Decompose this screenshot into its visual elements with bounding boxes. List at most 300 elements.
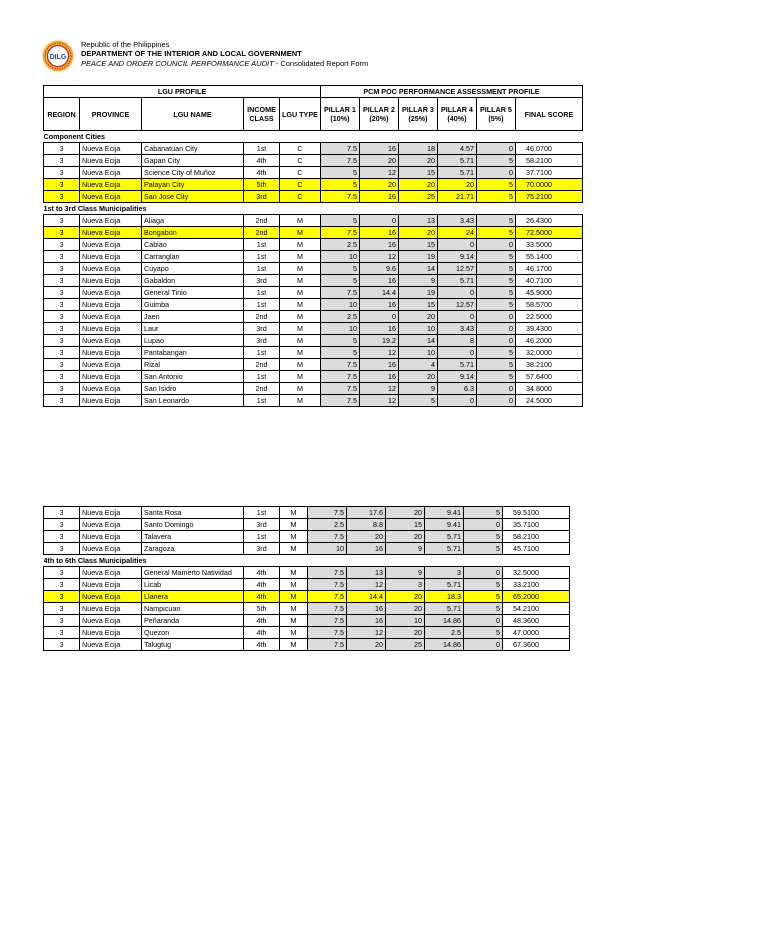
region-cell: 3: [44, 639, 80, 651]
lgu-type-cell: M: [280, 323, 321, 335]
income-class-cell: 3rd: [244, 543, 280, 555]
pillar1-cell: 5: [320, 167, 359, 179]
table-row: [44, 311, 583, 323]
final-score-cell: 32.5000: [503, 567, 570, 579]
province-cell: Nueva Ecija: [80, 275, 142, 287]
pillar3-cell: 4: [398, 359, 437, 371]
lgu-type-cell: M: [280, 251, 321, 263]
pillar5-cell: 5: [476, 179, 515, 191]
final-score-cell: 32.0000: [515, 347, 582, 359]
province-cell: Nueva Ecija: [80, 167, 142, 179]
province-cell: Nueva Ecija: [80, 507, 142, 519]
pillar4-cell: 0: [437, 311, 476, 323]
lgu-name-cell: San Isidro: [142, 383, 244, 395]
final-score-cell: 40.7100: [515, 275, 582, 287]
pillar4-cell: 5.71: [425, 579, 464, 591]
region-cell: 3: [44, 543, 80, 555]
lgu-name-cell: Nampicuan: [142, 603, 244, 615]
lgu-type-cell: M: [280, 615, 308, 627]
pillar5-cell: 0: [464, 567, 503, 579]
pillar3-cell: 9: [386, 543, 425, 555]
pillar3-cell: 20: [386, 627, 425, 639]
table-row: [44, 371, 583, 383]
lgu-name-cell: Guimba: [142, 299, 244, 311]
pillar4-cell: 3.43: [437, 323, 476, 335]
pillar3-cell: 15: [398, 299, 437, 311]
table-row: [44, 179, 583, 191]
pillar4-cell: 0: [437, 287, 476, 299]
lgu-type-cell: M: [280, 579, 308, 591]
lgu-name-cell: Aliaga: [142, 215, 244, 227]
final-score-cell: 48.3600: [503, 615, 570, 627]
income-class-cell: 3rd: [244, 335, 280, 347]
table-row: [44, 251, 583, 263]
pillar4-cell: 21.71: [437, 191, 476, 203]
table-row: [44, 155, 583, 167]
pillar1-cell: 10: [308, 543, 347, 555]
income-class-cell: 4th: [244, 579, 280, 591]
pillar5-cell: 5: [464, 531, 503, 543]
table-row: [44, 359, 583, 371]
dilg-seal-icon: [42, 40, 74, 72]
lgu-name-cell: Science City of Muñoz: [142, 167, 244, 179]
lgu-name-cell: Cuyapo: [142, 263, 244, 275]
final-score-cell: 59.5100: [503, 507, 570, 519]
province-cell: Nueva Ecija: [80, 627, 142, 639]
pillar3-cell: 18: [398, 143, 437, 155]
pillar2-cell: 12: [359, 167, 398, 179]
province-cell: Nueva Ecija: [80, 567, 142, 579]
table-row: [44, 567, 570, 579]
region-cell: 3: [44, 311, 80, 323]
lgu-type-cell: M: [280, 507, 308, 519]
pillar4-cell: 14.86: [425, 639, 464, 651]
pillar3-cell: 20: [398, 311, 437, 323]
lgu-name-cell: Cabanatuan City: [142, 143, 244, 155]
table-row: [44, 239, 583, 251]
lgu-name-cell: Palayan City: [142, 179, 244, 191]
final-score-cell: 58.5700: [515, 299, 582, 311]
lgu-name-cell: Zaragoza: [142, 543, 244, 555]
pillar4-cell: 5.71: [437, 167, 476, 179]
pillar2-cell: 20: [347, 639, 386, 651]
pillar4-cell: 5.71: [437, 359, 476, 371]
lgu-type-cell: C: [280, 155, 321, 167]
income-class-cell: 1st: [244, 263, 280, 275]
income-class-cell: 4th: [244, 639, 280, 651]
province-cell: Nueva Ecija: [80, 579, 142, 591]
pillar1-cell: 7.5: [320, 371, 359, 383]
pillar2-cell: 13: [347, 567, 386, 579]
pillar3-cell: 19: [398, 287, 437, 299]
income-class-cell: 4th: [244, 615, 280, 627]
lgu-type-cell: M: [280, 591, 308, 603]
region-cell: 3: [44, 507, 80, 519]
department-line: DEPARTMENT OF THE INTERIOR AND LOCAL GOVERNMENT: [81, 49, 302, 59]
pillar1-cell: 7.5: [308, 531, 347, 543]
section-label: Component Cities: [44, 131, 583, 143]
province-cell: Nueva Ecija: [80, 371, 142, 383]
pillar2-cell: 16: [359, 299, 398, 311]
pillar3-cell: 9: [398, 275, 437, 287]
income-class-cell: 1st: [244, 143, 280, 155]
pillar2-cell: 12: [347, 627, 386, 639]
pillar4-cell: 0: [437, 239, 476, 251]
lgu-name-cell: Jaen: [142, 311, 244, 323]
pillar5-cell: 0: [464, 639, 503, 651]
region-cell: 3: [44, 531, 80, 543]
province-header: PROVINCE: [80, 98, 142, 131]
pillar5-cell: 5: [476, 155, 515, 167]
pillar4-cell: 14.86: [425, 615, 464, 627]
pillar3-cell: 15: [386, 519, 425, 531]
table-row: [44, 507, 570, 519]
section-row: [44, 555, 570, 567]
pillar5-cell: 5: [476, 299, 515, 311]
final-score-cell: 38.2100: [515, 359, 582, 371]
region-cell: 3: [44, 251, 80, 263]
pillar1-cell: 5: [320, 347, 359, 359]
pillar1-cell: 7.5: [308, 579, 347, 591]
pillar2-cell: 20: [359, 155, 398, 167]
region-header: REGION: [44, 98, 80, 131]
pillar5-cell: 5: [476, 215, 515, 227]
pillar4-cell: 4.57: [437, 143, 476, 155]
lgu-name-cell: Cabiao: [142, 239, 244, 251]
final-score-cell: 35.7100: [503, 519, 570, 531]
pillar4-cell: 12.57: [437, 299, 476, 311]
province-cell: Nueva Ecija: [80, 179, 142, 191]
income-class-cell: 1st: [244, 299, 280, 311]
final-score-cell: 54.2100: [503, 603, 570, 615]
pillar5-cell: 0: [476, 143, 515, 155]
province-cell: Nueva Ecija: [80, 603, 142, 615]
section-row: [44, 203, 583, 215]
pillar2-cell: 0: [359, 215, 398, 227]
lgu-name-cell: Santa Rosa: [142, 507, 244, 519]
pillar2-cell: 16: [347, 615, 386, 627]
lgu-type-cell: M: [280, 371, 321, 383]
pillar4-cell: 0: [437, 347, 476, 359]
pillar1-cell: 7.5: [308, 567, 347, 579]
report-table-page-1: [43, 85, 583, 407]
pillar1-cell: 7.5: [320, 191, 359, 203]
lgu-type-cell: M: [280, 263, 321, 275]
final-score-cell: 46.0700: [515, 143, 582, 155]
region-cell: 3: [44, 263, 80, 275]
pillar4-header: PILLAR 4 (40%): [437, 98, 476, 131]
pillar5-cell: 5: [464, 603, 503, 615]
lgu-name-cell: San Jose City: [142, 191, 244, 203]
province-cell: Nueva Ecija: [80, 347, 142, 359]
region-cell: 3: [44, 359, 80, 371]
lgu-name-cell: Llanera: [142, 591, 244, 603]
pillar1-cell: 7.5: [320, 143, 359, 155]
final-score-cell: 26.4300: [515, 215, 582, 227]
table-row: [44, 323, 583, 335]
pillar3-cell: 10: [398, 347, 437, 359]
province-cell: Nueva Ecija: [80, 311, 142, 323]
pillar3-cell: 19: [398, 251, 437, 263]
section-label: 4th to 6th Class Municipalities: [44, 555, 570, 567]
pillar1-cell: 5: [320, 263, 359, 275]
pillar2-cell: 20: [347, 531, 386, 543]
lgu-name-cell: Rizal: [142, 359, 244, 371]
income-class-cell: 2nd: [244, 383, 280, 395]
pillar4-cell: 5.71: [425, 603, 464, 615]
pillar1-cell: 7.5: [320, 395, 359, 407]
final-score-cell: 22.5000: [515, 311, 582, 323]
table-row: [44, 167, 583, 179]
income-class-cell: 1st: [244, 347, 280, 359]
province-cell: Nueva Ecija: [80, 591, 142, 603]
report-header: [42, 40, 542, 74]
province-cell: Nueva Ecija: [80, 191, 142, 203]
region-cell: 3: [44, 227, 80, 239]
income-class-cell: 2nd: [244, 359, 280, 371]
lgu-name-cell: Licab: [142, 579, 244, 591]
pillar1-cell: 7.5: [320, 287, 359, 299]
pillar5-cell: 5: [476, 359, 515, 371]
final-score-cell: 33.5000: [515, 239, 582, 251]
province-cell: Nueva Ecija: [80, 287, 142, 299]
income-class-cell: 4th: [244, 591, 280, 603]
lgu-type-cell: M: [280, 567, 308, 579]
lgu-name-cell: Gabaldon: [142, 275, 244, 287]
pillar1-cell: 7.5: [320, 227, 359, 239]
pillar2-cell: 8.8: [347, 519, 386, 531]
pillar4-cell: 9.41: [425, 519, 464, 531]
pillar1-cell: 7.5: [308, 603, 347, 615]
lgu-type-cell: C: [280, 191, 321, 203]
pillar4-cell: 8: [437, 335, 476, 347]
pillar4-cell: 24: [437, 227, 476, 239]
pillar1-cell: 5: [320, 215, 359, 227]
region-cell: 3: [44, 323, 80, 335]
section-row: [44, 131, 583, 143]
province-cell: Nueva Ecija: [80, 299, 142, 311]
pillar3-cell: 20: [398, 227, 437, 239]
region-cell: 3: [44, 143, 80, 155]
pillar1-cell: 7.5: [320, 383, 359, 395]
income-class-cell: 3rd: [244, 191, 280, 203]
income-class-cell: 5th: [244, 179, 280, 191]
pillar2-cell: 16: [347, 543, 386, 555]
final-score-cell: 47.0000: [503, 627, 570, 639]
lgu-name-cell: Pantabangan: [142, 347, 244, 359]
province-cell: Nueva Ecija: [80, 155, 142, 167]
pillar1-cell: 5: [320, 335, 359, 347]
income-class-cell: 2nd: [244, 311, 280, 323]
pillar3-cell: 25: [386, 639, 425, 651]
table-row: [44, 627, 570, 639]
pillar2-cell: 16: [359, 239, 398, 251]
pillar2-header: PILLAR 2 (20%): [359, 98, 398, 131]
income-class-cell: 1st: [244, 371, 280, 383]
lgu-type-cell: C: [280, 167, 321, 179]
region-cell: 3: [44, 167, 80, 179]
pillar1-cell: 5: [320, 275, 359, 287]
table-row: [44, 287, 583, 299]
final-score-cell: 58.2100: [503, 531, 570, 543]
pillar4-cell: 2.5: [425, 627, 464, 639]
final-score-cell: 57.6400: [515, 371, 582, 383]
pillar3-cell: 20: [386, 507, 425, 519]
pillar1-cell: 7.5: [308, 591, 347, 603]
province-cell: Nueva Ecija: [80, 143, 142, 155]
lgu-type-cell: M: [280, 627, 308, 639]
pillar1-cell: 10: [320, 251, 359, 263]
lgu-name-cell: Quezon: [142, 627, 244, 639]
province-cell: Nueva Ecija: [80, 531, 142, 543]
pillar2-cell: 20: [359, 179, 398, 191]
pillar2-cell: 12: [359, 383, 398, 395]
final-score-header: FINAL SCORE: [515, 98, 582, 131]
pillar3-cell: 15: [398, 167, 437, 179]
lgu-name-cell: Laur: [142, 323, 244, 335]
pillar1-cell: 2.5: [320, 239, 359, 251]
table-row: [44, 215, 583, 227]
lgu-type-cell: M: [280, 347, 321, 359]
pillar4-cell: 0: [437, 395, 476, 407]
region-cell: 3: [44, 155, 80, 167]
pillar4-cell: 18.3: [425, 591, 464, 603]
pillar4-cell: 6.3: [437, 383, 476, 395]
region-cell: 3: [44, 275, 80, 287]
income-class-cell: 4th: [244, 155, 280, 167]
pillar4-cell: 12.57: [437, 263, 476, 275]
lgu-type-cell: C: [280, 179, 321, 191]
pillar1-header: PILLAR 1 (10%): [320, 98, 359, 131]
pillar3-cell: 20: [386, 531, 425, 543]
final-score-cell: 45.9000: [515, 287, 582, 299]
pillar3-cell: 20: [398, 155, 437, 167]
lgu-name-cell: Carranglan: [142, 251, 244, 263]
pillar2-cell: 9.6: [359, 263, 398, 275]
pcm-group-header: PCM POC PERFORMANCE ASSESSMENT PROFILE: [320, 86, 582, 98]
lgu-type-cell: M: [280, 311, 321, 323]
pillar1-cell: 10: [320, 323, 359, 335]
pillar3-cell: 25: [398, 191, 437, 203]
pillar2-cell: 12: [347, 579, 386, 591]
lgu-name-cell: Peñaranda: [142, 615, 244, 627]
table-row: [44, 347, 583, 359]
lgu-type-cell: M: [280, 335, 321, 347]
pillar2-cell: 16: [359, 143, 398, 155]
lgu-name-cell: Gapan City: [142, 155, 244, 167]
pillar2-cell: 12: [359, 251, 398, 263]
region-cell: 3: [44, 215, 80, 227]
region-cell: 3: [44, 335, 80, 347]
pillar2-cell: 16: [359, 275, 398, 287]
pillar1-cell: 7.5: [308, 639, 347, 651]
table-row: [44, 543, 570, 555]
pillar5-cell: 5: [464, 579, 503, 591]
section-label: 1st to 3rd Class Municipalities: [44, 203, 583, 215]
pillar2-cell: 17.6: [347, 507, 386, 519]
pillar3-cell: 10: [386, 615, 425, 627]
final-score-cell: 65.2000: [503, 591, 570, 603]
region-cell: 3: [44, 603, 80, 615]
final-score-cell: 24.5000: [515, 395, 582, 407]
pillar3-cell: 14: [398, 263, 437, 275]
pillar5-cell: 0: [464, 615, 503, 627]
income-class-cell: 3rd: [244, 519, 280, 531]
income-class-cell: 4th: [244, 627, 280, 639]
pillar4-cell: 20: [437, 179, 476, 191]
pillar2-cell: 16: [359, 371, 398, 383]
region-cell: 3: [44, 615, 80, 627]
lgu-name-cell: General Tinio: [142, 287, 244, 299]
table-row: [44, 639, 570, 651]
pillar3-cell: 9: [398, 383, 437, 395]
pillar5-cell: 5: [476, 227, 515, 239]
lgu-name-cell: San Antonio: [142, 371, 244, 383]
lgu-type-cell: M: [280, 603, 308, 615]
province-cell: Nueva Ecija: [80, 359, 142, 371]
table-row: [44, 143, 583, 155]
pillar2-cell: 14.4: [359, 287, 398, 299]
pillar1-cell: 10: [320, 299, 359, 311]
pillar5-cell: 5: [476, 287, 515, 299]
lgu-type-cell: M: [280, 639, 308, 651]
pillar3-cell: 20: [398, 179, 437, 191]
lgu-type-cell: M: [280, 299, 321, 311]
pillar3-cell: 20: [398, 371, 437, 383]
report-table-page-2: [43, 506, 570, 651]
region-cell: 3: [44, 519, 80, 531]
lgu-name-cell: San Leonardo: [142, 395, 244, 407]
table-row: [44, 275, 583, 287]
table-row: [44, 227, 583, 239]
region-cell: 3: [44, 299, 80, 311]
province-cell: Nueva Ecija: [80, 519, 142, 531]
final-score-cell: 33.2100: [503, 579, 570, 591]
pillar5-cell: 0: [476, 335, 515, 347]
table-row: [44, 591, 570, 603]
pillar4-cell: 3.43: [437, 215, 476, 227]
income-class-cell: 5th: [244, 603, 280, 615]
table-row: [44, 335, 583, 347]
form-title-line: PEACE AND ORDER COUNCIL PERFORMANCE AUDIT - Consolidated Report Form: [81, 58, 369, 68]
pillar2-cell: 16: [359, 359, 398, 371]
lgu-type-cell: M: [280, 359, 321, 371]
pillar5-cell: 5: [476, 371, 515, 383]
region-cell: 3: [44, 567, 80, 579]
province-cell: Nueva Ecija: [80, 263, 142, 275]
province-cell: Nueva Ecija: [80, 335, 142, 347]
lgu-type-cell: M: [280, 287, 321, 299]
income-class-cell: 1st: [244, 287, 280, 299]
pillar5-cell: 5: [464, 543, 503, 555]
income-class-header: INCOME CLASS: [244, 98, 280, 131]
lgu-profile-group-header: LGU PROFILE: [44, 86, 321, 98]
province-cell: Nueva Ecija: [80, 639, 142, 651]
province-cell: Nueva Ecija: [80, 615, 142, 627]
region-cell: 3: [44, 395, 80, 407]
pillar5-cell: 5: [464, 627, 503, 639]
lgu-name-header: LGU NAME: [142, 98, 244, 131]
pillar4-cell: 9.41: [425, 507, 464, 519]
pillar1-cell: 7.5: [320, 359, 359, 371]
lgu-name-cell: Talavera: [142, 531, 244, 543]
pillar1-cell: 2.5: [308, 519, 347, 531]
income-class-cell: 1st: [244, 507, 280, 519]
region-cell: 3: [44, 371, 80, 383]
province-cell: Nueva Ecija: [80, 383, 142, 395]
table-row: [44, 395, 583, 407]
province-cell: Nueva Ecija: [80, 239, 142, 251]
